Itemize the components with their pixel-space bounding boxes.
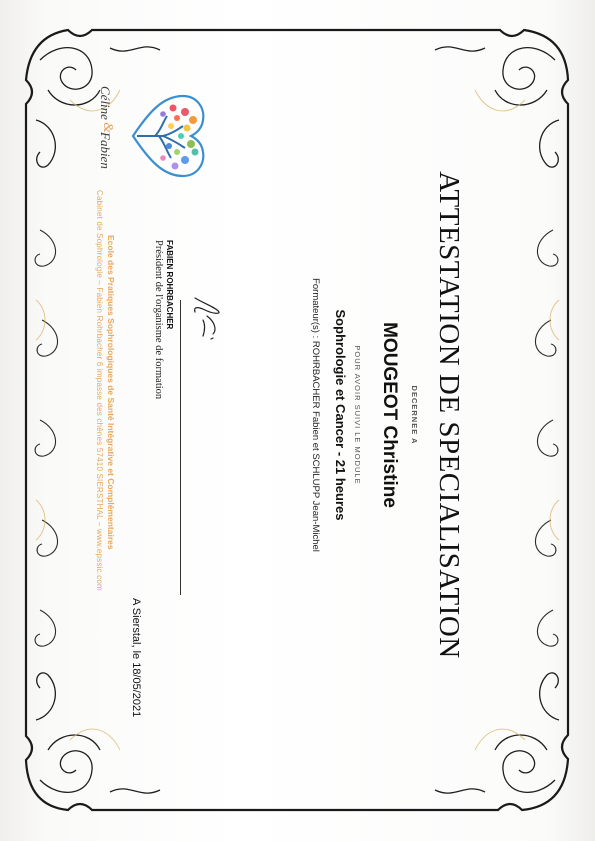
heart-tree-logo-icon [129,92,207,180]
signer-name: FABIEN ROHRBACHER [165,240,174,330]
certificate-title: ATTESTATION DE SPECIALISATION [433,171,465,659]
cabinet-address: Cabinet de Sophrologie – Fabien Rohrbacher 6 impasse des chênes 57410 SIERSTHAL – www.epssic.com [95,190,104,591]
school-name: Ecole des Pratiques Sophrologiques de Santé Intégrative et Complémentaires [106,235,116,550]
brand-ampersand: & [100,122,115,133]
module-name: Sophrologie et Cancer - 21 heures [333,309,348,521]
awarded-to-label: DECERNEE A [410,385,419,445]
module-intro: POUR AVOIR SUIVI LE MODULE [353,345,362,485]
recipient-name: MOUGEOT Christine [379,322,400,508]
signer-role: Président de l'organisme de formation [153,240,164,400]
place-and-date: A Sierstal, le 18/05/2021 [130,598,142,718]
brand-name-second: Fabien [98,132,113,169]
brand-name-first: Céline [98,86,113,120]
signature-line [180,300,181,595]
trainers-line: Formateur(s) : ROHRBACHER Fabien et SCHLUPP Jean-Michel [310,278,321,552]
handwritten-signature [185,290,225,350]
